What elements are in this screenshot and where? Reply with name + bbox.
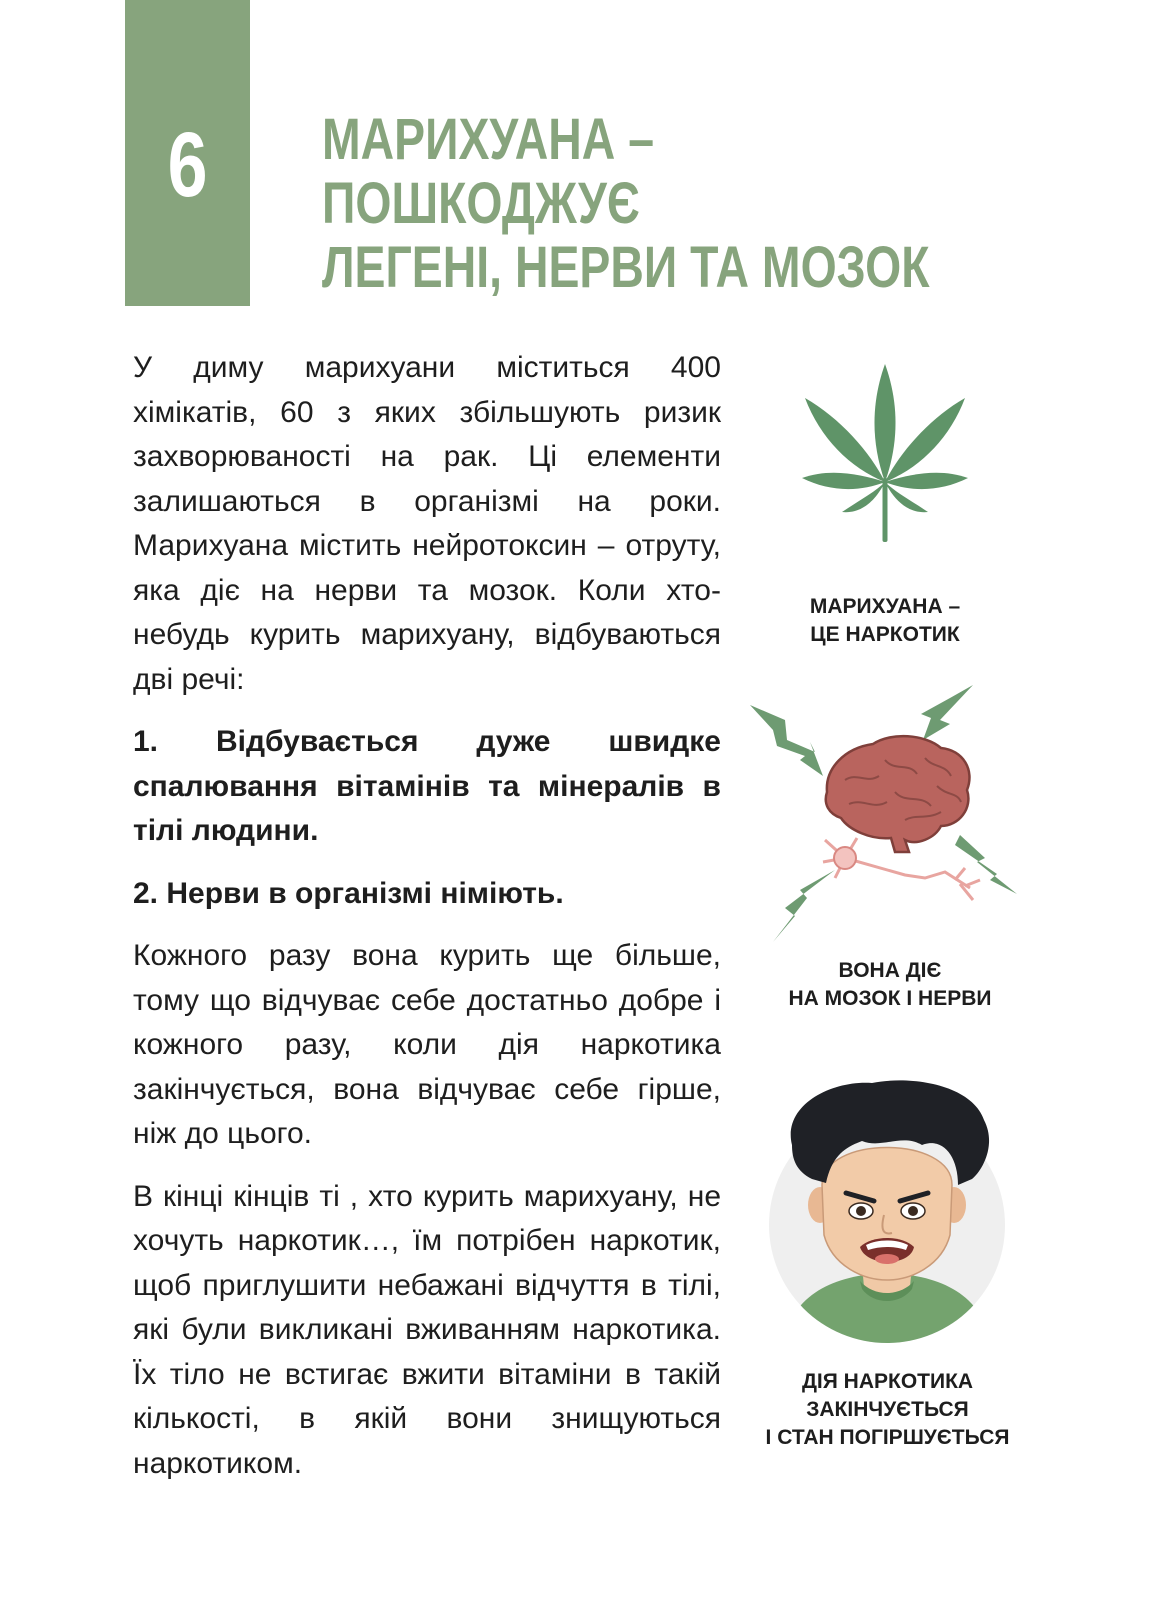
caption-boy <box>745 1368 1030 1452</box>
neuron-body <box>834 847 856 869</box>
caption-line: ВОНА ДІЄ <box>838 959 942 982</box>
cannabis-leaf-icon <box>800 360 970 545</box>
title-line: ЛЕГЕНІ, НЕРВИ ТА МОЗОК <box>322 235 930 300</box>
section-number-block <box>125 0 250 306</box>
article-body <box>133 346 721 1504</box>
list-item-1: 1. Відбувається дуже швидке спалювання вітамінів та мінералів в тілі людини. <box>133 725 721 847</box>
caption-line: ЗАКІНЧУЄТЬСЯ <box>806 1398 969 1421</box>
caption-leaf <box>780 593 990 649</box>
caption-line: ЦЕ НАРКОТИК <box>810 623 960 646</box>
caption-line: МАРИХУАНА – <box>809 595 961 618</box>
caption-line: НА МОЗОК І НЕРВИ <box>788 987 992 1010</box>
brain-nerves-illustration <box>745 680 1030 950</box>
paragraph-effect: Кожного разу вона курить ще більше, тому що відчуває себе достатньо добре і кожного разу, коли дія наркотика закінчується, вона відчуває себе гірше, ніж до цього. <box>133 939 721 1150</box>
brain-icon <box>826 736 970 852</box>
paragraph-intro: У диму марихуани міститься 400 хімікатів, 60 з яких збільшують ризик захворюваності на рак. Ці елементи залишаються в організмі на роки. Марихуана містить нейротоксин – отруту, яка діє на нерви та мозок. Коли хто-небудь курить марихуану, відбуваються дві речі: <box>133 351 721 696</box>
paragraph-conclusion: В кінці кінців ті , хто курить марихуану, не хочуть наркотик…, їм потрібен наркотик, щоб приглушити небажані відчуття в тілі, які були викликані вживанням наркотика. Їх тіло не встигає вжити вітаміни в такій кількості, в якій вони знищуються наркотиком. <box>133 1179 721 1480</box>
title-line: ПОШКОДЖУЄ <box>322 171 640 236</box>
page-title <box>322 108 930 300</box>
distressed-boy-icon <box>762 1075 1012 1345</box>
caption-line: ДІЯ НАРКОТИКА <box>801 1370 974 1393</box>
section-number: 6 <box>167 113 208 216</box>
caption-brain <box>765 957 1015 1013</box>
title-line: МАРИХУАНА – <box>322 107 655 172</box>
caption-line: І СТАН ПОГІРШУЄТЬСЯ <box>765 1426 1010 1449</box>
list-item-2: 2. Нерви в організмі німіють. <box>133 876 564 910</box>
